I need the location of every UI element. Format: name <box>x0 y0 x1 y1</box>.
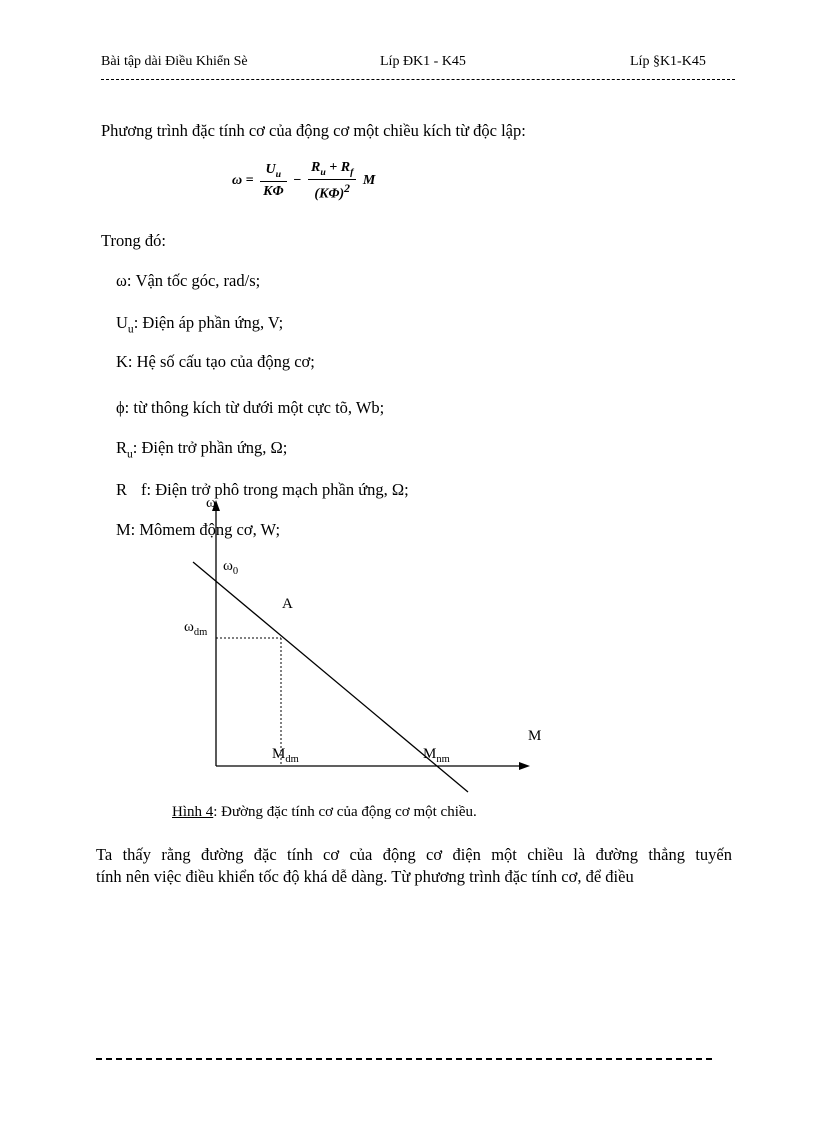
def-uu-symbol: U <box>116 313 128 332</box>
omega0-symbol: ω <box>223 558 233 574</box>
omega-dm-label <box>184 619 207 638</box>
point-a-label: A <box>282 596 293 612</box>
def-omega: ω: Vận tốc góc, rad/s; <box>116 271 261 290</box>
def-rf-symbol: R <box>116 480 128 499</box>
paragraph-line-1: Ta thấy rằng đường đặc tính cơ của động cơ điện một chiều là đường thẳng tuyến <box>96 845 732 864</box>
def-ru-text: : Điện trở phần ứng, Ω; <box>132 438 288 457</box>
m-nm-symbol: M <box>423 746 437 762</box>
header-right: Líp §K1-K45 <box>630 54 706 69</box>
m-dm-sub: dm <box>285 754 299 765</box>
header-divider <box>101 79 735 80</box>
equation-minus: − <box>293 173 302 189</box>
omega0-sub: 0 <box>232 566 239 577</box>
header-left: Bài tập dài Điều Khiển Sè <box>101 54 248 69</box>
footer-divider <box>96 1058 712 1060</box>
equation-lhs: ω = <box>232 173 254 189</box>
figure-caption <box>172 804 477 821</box>
eq-f1-num-sub: u <box>275 169 282 181</box>
torque-speed-figure <box>170 495 560 805</box>
x-axis-arrow <box>519 762 530 770</box>
eq-f1-den: KΦ <box>263 184 284 200</box>
m-dm-label <box>272 746 299 765</box>
eq-f2-den: (KΦ) <box>314 186 345 202</box>
equation-fraction-1 <box>260 162 286 200</box>
def-uu-sub: u <box>127 323 134 336</box>
def-ru-sub: u <box>127 448 133 461</box>
def-uu <box>116 313 283 335</box>
intro-text: Phương trình đặc tính cơ của động cơ một chiều kích từ độc lập: <box>101 121 526 140</box>
def-rf-text: f: Điện trở phô trong mạch phần ứng, Ω; <box>141 480 409 499</box>
def-k: K: Hệ số cấu tạo của động cơ; <box>116 352 315 371</box>
equation-tail: M <box>362 173 376 189</box>
def-ru-symbol: R <box>116 438 128 457</box>
header-center: Líp ĐK1 - K45 <box>380 54 466 69</box>
omega0-label <box>223 558 238 577</box>
equation-fraction-2 <box>308 160 356 202</box>
eq-f2-plus: + R <box>325 160 351 175</box>
omega-dm-sub: dm <box>193 627 208 638</box>
where-label: Trong đó: <box>101 231 166 250</box>
paragraph-line-2: tính nên việc điều khiển tốc độ khá dễ dàng. Từ phương trình đặc tính cơ, để điều <box>96 867 634 886</box>
figure-svg <box>170 495 560 805</box>
def-uu-text: : Điện áp phần ứng, V; <box>133 313 284 332</box>
y-axis-label: ω <box>206 495 216 511</box>
m-nm-label <box>423 746 450 765</box>
caption-label: Hình 4 <box>172 804 214 820</box>
m-dm-symbol: M <box>272 746 286 762</box>
def-m: M: Mômem động cơ, W; <box>116 520 281 539</box>
motor-equation <box>232 160 375 202</box>
x-axis-label: M <box>528 728 542 744</box>
caption-text: : Đường đặc tính cơ của động cơ một chiều. <box>213 804 477 820</box>
eq-f2-num: R <box>310 160 321 175</box>
omega-dm-symbol: ω <box>184 619 194 635</box>
eq-f2-num-sub: u <box>320 166 326 178</box>
eq-f2-den-sup: 2 <box>344 181 350 195</box>
eq-f2-plus-sub: f <box>350 166 354 178</box>
def-ru <box>116 438 287 460</box>
def-phi: ϕ: từ thông kích từ dưới một cực tõ, Wb; <box>116 398 385 417</box>
m-nm-sub: nm <box>436 754 450 765</box>
eq-f1-num: U <box>265 162 276 178</box>
